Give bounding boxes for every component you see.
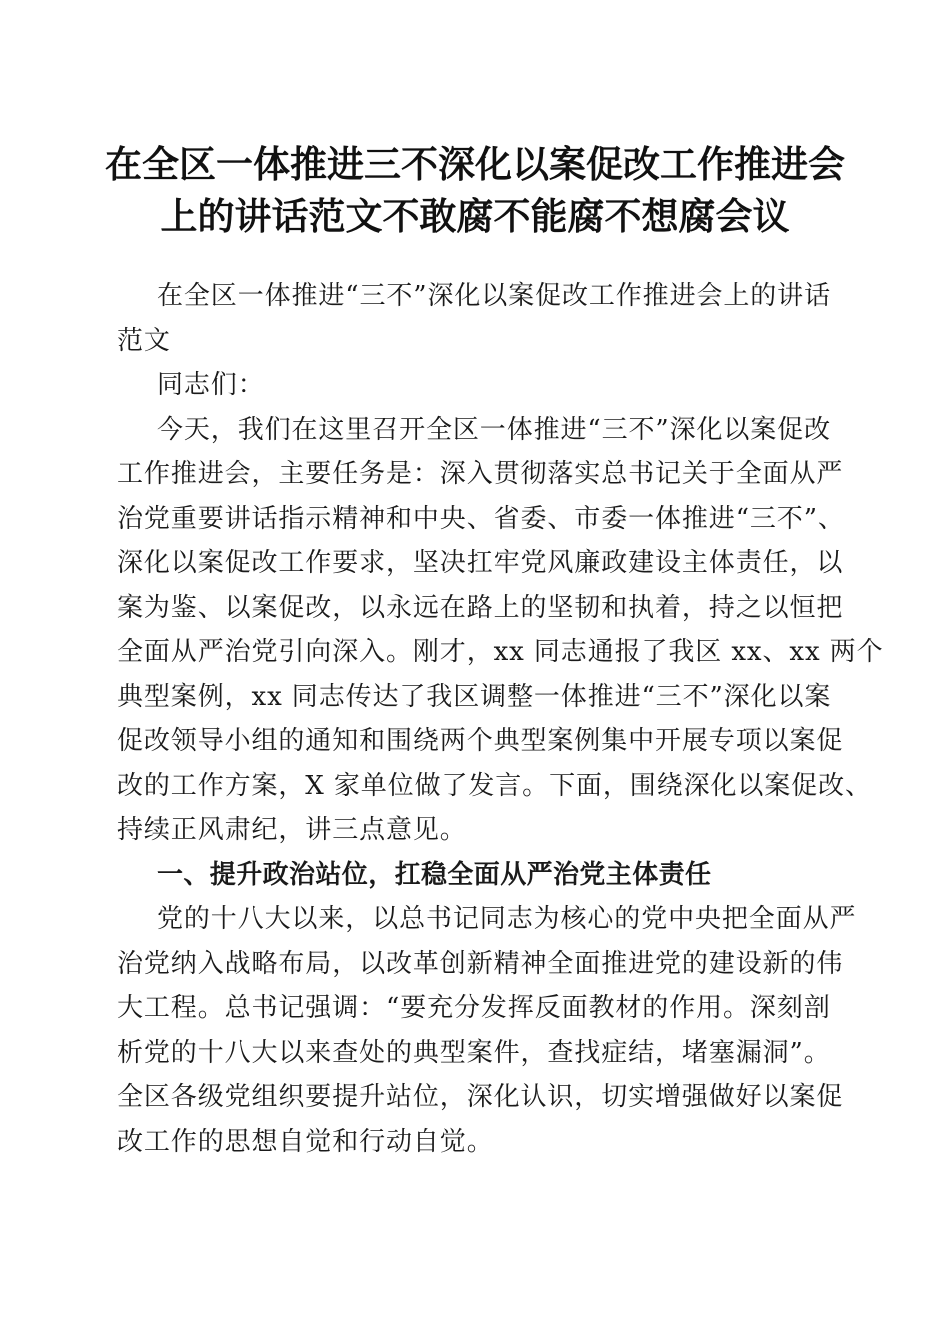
text-line: 工作推进会，主要任务是：深入贯彻落实总书记关于全面从严 (117, 459, 844, 489)
text-line: 同志们： (157, 370, 265, 400)
text-line: 持续正风肃纪，讲三点意见。 (117, 815, 467, 845)
text-line: 今天，我们在这里召开全区一体推进“三不”深化以案促改 (157, 414, 831, 445)
text-line: 析党的十八大以来查处的典型案件，查找症结，堵塞漏洞”。 (117, 1037, 831, 1068)
text-line: 深化以案促改工作要求，坚决扛牢党风廉政建设主体责任，以 (117, 548, 844, 578)
title-line-2: 上的讲话范文不敢腐不能腐不想腐会议 (160, 194, 790, 238)
text-line: 全区各级党组织要提升站位，深化认识，切实增强做好以案促 (117, 1082, 844, 1112)
paragraph-intro (117, 408, 884, 853)
text-line: 大工程。总书记强调：“要充分发挥反面教材的作用。深刻剖 (117, 993, 831, 1023)
title-line-1: 在全区一体推进三不深化以案促改工作推进会 (105, 142, 845, 186)
text-line: 治党纳入战略布局，以改革创新精神全面推进党的建设新的伟 (117, 948, 844, 979)
text-line: 全面从严治党引向深入。刚才，xx 同志通报了我区 xx、xx 两个 (117, 637, 884, 667)
text-line: 促改领导小组的通知和围绕两个典型案例集中开展专项以案促 (117, 726, 844, 756)
text-line: 在全区一体推进“三不”深化以案促改工作推进会上的讲话 (157, 281, 831, 311)
text-line: 范文 (117, 325, 171, 356)
paragraph-subtitle (117, 274, 845, 363)
text-line: 治党重要讲话指示精神和中央、省委、市委一体推进“三不”、 (117, 503, 845, 534)
paragraph-section-1 (117, 897, 857, 1164)
section-heading-1: 一、提升政治站位，扛稳全面从严治党主体责任 (157, 859, 712, 890)
text-line: 案为鉴、以案促改，以永远在路上的坚韧和执着，持之以恒把 (117, 592, 844, 623)
paragraph-salutation (117, 363, 845, 408)
document-body (117, 274, 884, 1164)
text-line: 改工作的思想自觉和行动自觉。 (117, 1126, 494, 1157)
document-title (100, 138, 850, 242)
text-line: 党的十八大以来，以总书记同志为核心的党中央把全面从严 (157, 904, 857, 934)
text-line: 典型案例，xx 同志传达了我区调整一体推进“三不”深化以案 (117, 681, 832, 712)
text-line: 改的工作方案，X 家单位做了发言。下面，围绕深化以案促改、 (117, 770, 872, 801)
